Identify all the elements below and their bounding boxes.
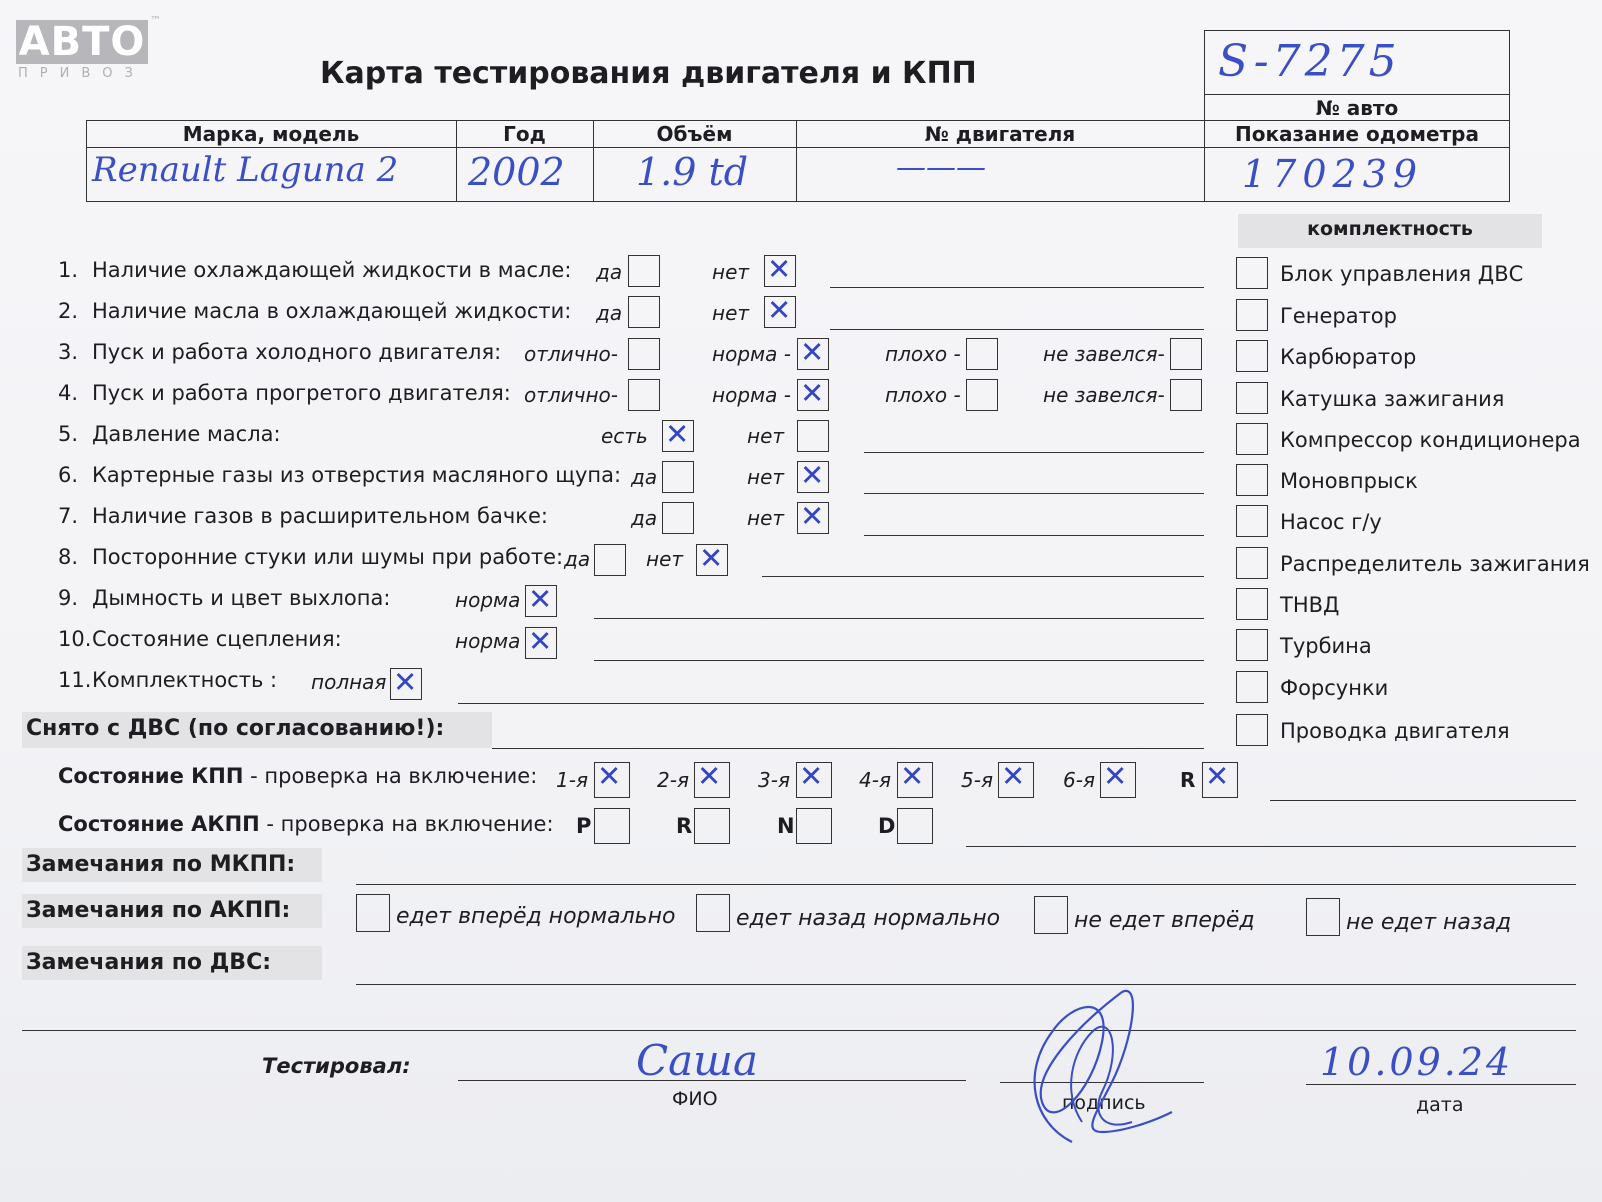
notes-line bbox=[864, 535, 1204, 536]
car-number-value[interactable]: S-7275 bbox=[1218, 36, 1401, 87]
row8-yes-checkbox[interactable] bbox=[594, 544, 626, 576]
odometer-value[interactable]: 170239 bbox=[1242, 152, 1424, 196]
date-caption: дата bbox=[1416, 1094, 1464, 1116]
gear-3-checkbox[interactable] bbox=[796, 762, 832, 798]
mono-injection-checkbox[interactable] bbox=[1236, 464, 1268, 496]
mode-n-checkbox[interactable] bbox=[796, 808, 832, 844]
notes-line bbox=[594, 660, 1204, 661]
no-forward-checkbox[interactable] bbox=[1034, 896, 1068, 934]
row10-normal-checkbox[interactable] bbox=[525, 627, 557, 659]
gear-label: 1-я bbox=[556, 768, 588, 792]
signature-scribble[interactable] bbox=[1012, 982, 1182, 1152]
gear-label: 2-я bbox=[657, 768, 689, 792]
turbo-checkbox[interactable] bbox=[1236, 629, 1268, 661]
akpp-option-label: едет вперёд нормально bbox=[396, 904, 676, 929]
gear-label: 4-я bbox=[859, 768, 891, 792]
row2-no-checkbox[interactable] bbox=[764, 296, 796, 328]
col-header-odometer: Показание одометра bbox=[1235, 122, 1479, 146]
row3-bad-checkbox[interactable] bbox=[966, 338, 998, 370]
option-label: да bbox=[631, 465, 658, 489]
row-label: Наличие масла в охлаждающей жидкости: bbox=[92, 299, 572, 323]
option-label: нет bbox=[712, 260, 750, 284]
row2-yes-checkbox[interactable] bbox=[628, 296, 660, 328]
option-label: норма - bbox=[712, 342, 791, 366]
remarks-dvs-label: Замечания по ДВС: bbox=[26, 950, 272, 975]
row7-no-checkbox[interactable] bbox=[797, 502, 829, 534]
power-steering-pump-checkbox[interactable] bbox=[1236, 505, 1268, 537]
removed-line bbox=[492, 748, 1204, 749]
col-header-engine-number: № двигателя bbox=[924, 122, 1076, 146]
gear-1-checkbox[interactable] bbox=[594, 762, 630, 798]
col-header-model: Марка, модель bbox=[182, 122, 360, 146]
option-label: да bbox=[631, 506, 658, 530]
completeness-item: Генератор bbox=[1280, 304, 1397, 328]
kpp-notes-line bbox=[1270, 800, 1576, 801]
row-number: 1. bbox=[58, 258, 79, 282]
row-number: 8. bbox=[58, 545, 79, 569]
ignition-coil-checkbox[interactable] bbox=[1236, 382, 1268, 414]
row6-yes-checkbox[interactable] bbox=[662, 461, 694, 493]
date-line bbox=[1306, 1084, 1576, 1085]
notes-line bbox=[594, 618, 1204, 619]
notes-line bbox=[458, 703, 1204, 704]
option-label: норма bbox=[455, 629, 521, 653]
page-title: Карта тестирования двигателя и КПП bbox=[320, 56, 977, 91]
row3-excellent-checkbox[interactable] bbox=[628, 338, 660, 370]
injection-pump-checkbox[interactable] bbox=[1236, 588, 1268, 620]
row-label: Картерные газы из отверстия масляного щупа: bbox=[92, 463, 622, 487]
row-label: Состояние сцепления: bbox=[92, 627, 342, 651]
notes-line bbox=[864, 493, 1204, 494]
row4-excellent-checkbox[interactable] bbox=[628, 379, 660, 411]
mode-p-checkbox[interactable] bbox=[594, 808, 630, 844]
ecu-checkbox[interactable] bbox=[1236, 257, 1268, 289]
completeness-item: Моновпрыск bbox=[1280, 469, 1418, 493]
row-label: Пуск и работа прогретого двигателя: bbox=[92, 381, 511, 405]
option-label: полная bbox=[311, 670, 387, 694]
forward-ok-checkbox[interactable] bbox=[356, 894, 390, 932]
carburetor-checkbox[interactable] bbox=[1236, 340, 1268, 372]
row5-present-checkbox[interactable] bbox=[662, 420, 694, 452]
gear-r-checkbox[interactable] bbox=[1202, 762, 1238, 798]
option-label: не завелся- bbox=[1043, 342, 1165, 366]
akpp-notes-line bbox=[966, 846, 1576, 847]
volume-value[interactable]: 1.9 td bbox=[636, 150, 749, 194]
row-number: 9. bbox=[58, 586, 79, 610]
row8-no-checkbox[interactable] bbox=[696, 544, 728, 576]
row-number: 10. bbox=[58, 627, 92, 651]
row-label: Наличие газов в расширительном бачке: bbox=[92, 504, 548, 528]
option-label: нет bbox=[747, 424, 785, 448]
row-label: Давление масла: bbox=[92, 422, 281, 446]
row4-normal-checkbox[interactable] bbox=[797, 379, 829, 411]
no-reverse-checkbox[interactable] bbox=[1306, 898, 1340, 936]
injectors-checkbox[interactable] bbox=[1236, 671, 1268, 703]
notes-line bbox=[830, 329, 1204, 330]
row-label: Наличие охлаждающей жидкости в масле: bbox=[92, 258, 572, 282]
option-label: отлично- bbox=[524, 342, 619, 366]
remarks-dvs-line-2 bbox=[22, 1030, 1576, 1031]
row-number: 4. bbox=[58, 381, 79, 405]
generator-checkbox[interactable] bbox=[1236, 299, 1268, 331]
remarks-dvs-line bbox=[356, 984, 1576, 985]
mode-label: D bbox=[878, 814, 896, 838]
remarks-akpp-label: Замечания по АКПП: bbox=[26, 898, 291, 923]
tested-by-label: Тестировал: bbox=[262, 1054, 411, 1078]
mode-label: R bbox=[676, 814, 693, 838]
avto-logo: АВТО bbox=[16, 20, 148, 64]
notes-line bbox=[864, 452, 1204, 453]
name-caption: ФИО bbox=[672, 1088, 718, 1110]
option-label: нет bbox=[646, 547, 684, 571]
col-header-volume: Объём bbox=[656, 122, 733, 146]
akpp-option-label: едет назад нормально bbox=[736, 906, 1001, 931]
row-number: 11. bbox=[58, 668, 92, 692]
mode-label: N bbox=[777, 814, 795, 838]
row11-full-checkbox[interactable] bbox=[390, 668, 422, 700]
option-label: да bbox=[596, 301, 623, 325]
option-label: норма - bbox=[712, 383, 791, 407]
col-header-year: Год bbox=[503, 122, 546, 146]
akpp-option-label: не едет назад bbox=[1346, 910, 1512, 935]
mode-r-checkbox[interactable] bbox=[694, 808, 730, 844]
row6-no-checkbox[interactable] bbox=[797, 461, 829, 493]
completeness-item: Форсунки bbox=[1280, 676, 1389, 700]
removed-label: Снято с ДВС (по согласованию!): bbox=[26, 716, 445, 741]
option-label: плохо - bbox=[885, 342, 961, 366]
gear-label: 5-я bbox=[961, 768, 993, 792]
gear-4-checkbox[interactable] bbox=[897, 762, 933, 798]
option-label: отлично- bbox=[524, 383, 619, 407]
completeness-item: Распределитель зажигания bbox=[1280, 552, 1590, 576]
signature-caption: подпись bbox=[1062, 1092, 1146, 1114]
year-value[interactable]: 2002 bbox=[468, 150, 565, 194]
row4-no-start-checkbox[interactable] bbox=[1170, 379, 1202, 411]
gear-label: 6-я bbox=[1063, 768, 1095, 792]
completeness-item: Турбина bbox=[1280, 634, 1372, 658]
remarks-mkpp-label: Замечания по МКПП: bbox=[26, 852, 296, 877]
row-number: 3. bbox=[58, 340, 79, 364]
row5-absent-checkbox[interactable] bbox=[797, 420, 829, 452]
mode-label: P bbox=[576, 814, 592, 838]
option-label: плохо - bbox=[885, 383, 961, 407]
option-label: нет bbox=[747, 465, 785, 489]
option-label: да bbox=[564, 547, 591, 571]
completeness-item: Проводка двигателя bbox=[1280, 719, 1510, 743]
ac-compressor-checkbox[interactable] bbox=[1236, 423, 1268, 455]
option-label: нет bbox=[712, 301, 750, 325]
row-number: 5. bbox=[58, 422, 79, 446]
gear-2-checkbox[interactable] bbox=[694, 762, 730, 798]
car-number-label: № авто bbox=[1204, 94, 1510, 122]
completeness-item: Карбюратор bbox=[1280, 345, 1417, 369]
row-number: 7. bbox=[58, 504, 79, 528]
trademark-sign: ™ bbox=[150, 14, 161, 27]
header-divider bbox=[86, 147, 1510, 148]
completeness-item: Блок управления ДВС bbox=[1280, 262, 1524, 286]
row-label: Дымность и цвет выхлопа: bbox=[92, 586, 391, 610]
logo-subtitle: ПРИВОЗ bbox=[18, 66, 145, 81]
row-number: 2. bbox=[58, 299, 79, 323]
distributor-checkbox[interactable] bbox=[1236, 547, 1268, 579]
completeness-title: комплектность bbox=[1307, 218, 1473, 240]
completeness-item: Насос г/у bbox=[1280, 510, 1382, 534]
row-number: 6. bbox=[58, 463, 79, 487]
engine-wiring-checkbox[interactable] bbox=[1236, 714, 1268, 746]
completeness-item: Катушка зажигания bbox=[1280, 387, 1505, 411]
gear-6-checkbox[interactable] bbox=[1100, 762, 1136, 798]
gear-5-checkbox[interactable] bbox=[998, 762, 1034, 798]
remarks-mkpp-line bbox=[356, 884, 1576, 885]
tester-name-value[interactable]: Саша bbox=[636, 1036, 759, 1085]
row3-no-start-checkbox[interactable] bbox=[1170, 338, 1202, 370]
reverse-ok-checkbox[interactable] bbox=[696, 894, 730, 932]
engine-number-value[interactable]: ——— bbox=[896, 150, 986, 185]
option-label: нет bbox=[747, 506, 785, 530]
model-value[interactable]: Renault Laguna 2 bbox=[92, 150, 399, 190]
akpp-option-label: не едет вперёд bbox=[1074, 908, 1255, 933]
option-label: не завелся- bbox=[1043, 383, 1165, 407]
completeness-item: Компрессор кондиционера bbox=[1280, 428, 1581, 452]
gear-label: R bbox=[1180, 768, 1196, 792]
mode-d-checkbox[interactable] bbox=[897, 808, 933, 844]
notes-line bbox=[830, 287, 1204, 288]
row1-yes-checkbox[interactable] bbox=[628, 255, 660, 287]
option-label: есть bbox=[601, 424, 648, 448]
row3-normal-checkbox[interactable] bbox=[797, 338, 829, 370]
row-label: Комплектность : bbox=[92, 668, 278, 692]
row9-normal-checkbox[interactable] bbox=[525, 585, 557, 617]
gear-label: 3-я bbox=[758, 768, 790, 792]
kpp-label: Состояние КПП - проверка на включение: bbox=[58, 764, 538, 788]
row4-bad-checkbox[interactable] bbox=[966, 379, 998, 411]
row1-no-checkbox[interactable] bbox=[764, 255, 796, 287]
row7-yes-checkbox[interactable] bbox=[662, 502, 694, 534]
option-label: да bbox=[596, 260, 623, 284]
row-label: Пуск и работа холодного двигателя: bbox=[92, 340, 502, 364]
option-label: норма bbox=[455, 588, 521, 612]
akpp-label: Состояние АКПП - проверка на включение: bbox=[58, 812, 554, 836]
row-label: Посторонние стуки или шумы при работе: bbox=[92, 545, 564, 569]
date-value[interactable]: 10.09.24 bbox=[1320, 1040, 1514, 1084]
notes-line bbox=[762, 576, 1204, 577]
completeness-item: ТНВД bbox=[1280, 593, 1340, 617]
